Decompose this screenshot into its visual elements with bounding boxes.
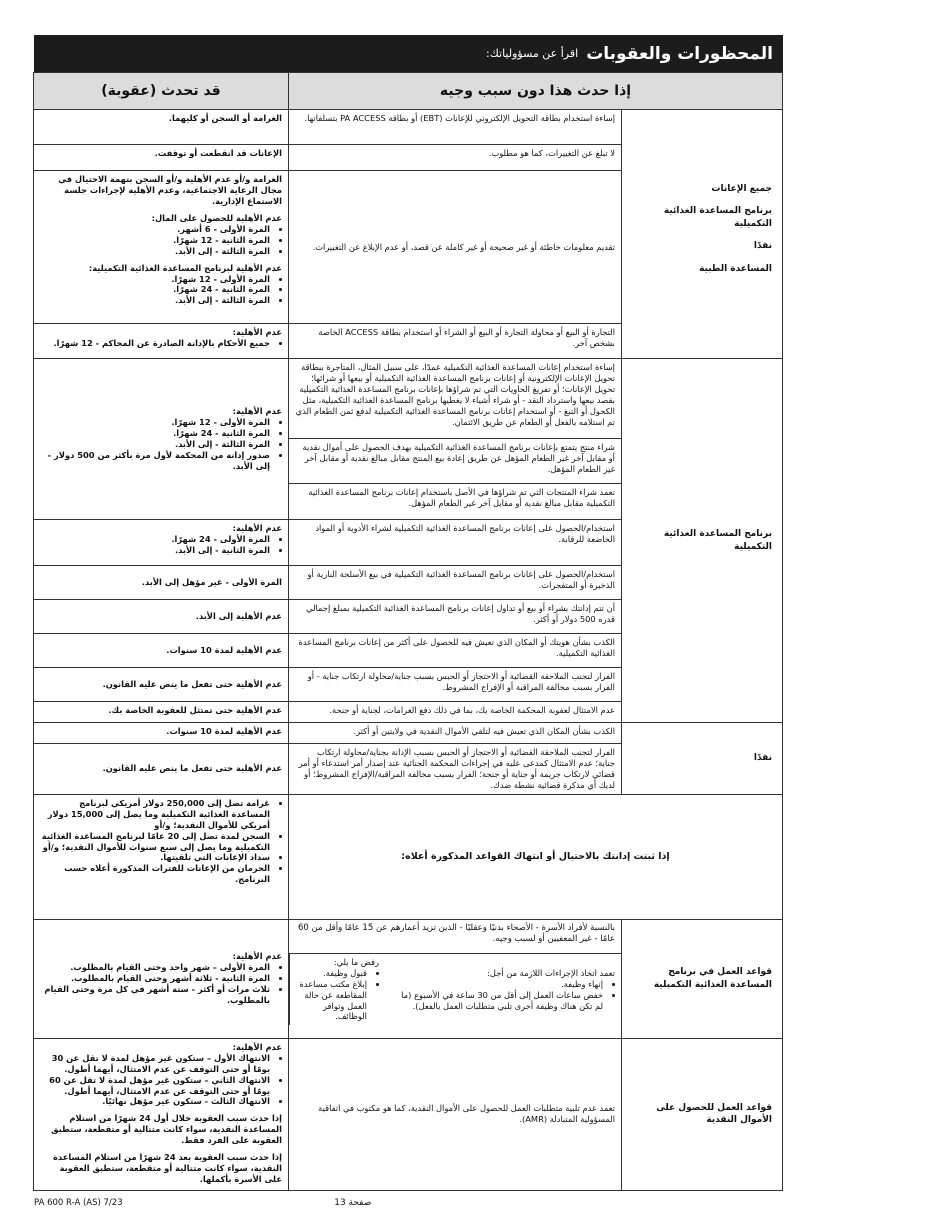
penalty-cell: عدم الأهلية: • المرة الأولى - 24 شهرًا. • المرة الثانية - إلى الأبد.	[33, 520, 288, 566]
condition-cell: عدم الامتثال لعقوبة المحكمة الخاصة بك، بما في ذلك دفع الغرامات، لجناية أو جنحة.	[288, 702, 621, 723]
table-row	[33, 794, 782, 919]
page-title: المحظورات والعقوبات	[586, 43, 773, 64]
condition-cell: استخدام/الحصول على إعانات برنامج المساعدة الغذائية التكميلية في بيع الأسلحة النارية أو الذخيرة أو المتفجرات.	[288, 566, 621, 600]
snap-work-condition	[288, 919, 621, 1038]
penalties-table	[33, 72, 783, 1191]
fraud-conviction-cell: إذا ثبتت إدانتك بالاحتيال أو انتهاك القواعد المذكورة أعلاه:	[288, 794, 782, 919]
table-row	[33, 723, 782, 744]
penalty-cell: عدم الأهلية حتى تمتثل للعقوبة الخاصة بك.	[33, 702, 288, 723]
penalty-cell: عدم الأهلية: • جميع الأحكام بالإدانة الصادرة عن المحاكم - 12 شهرًا.	[33, 324, 288, 359]
penalty-cell: الغرامة و/أو عدم الأهلية و/أو السجن بتهمة الاحتيال في مجال الرعاية الاجتماعية، وعدم الأهلية لإجراءات جلسة الاستماع الإدارية. عدم الأهلية للحصول على المال: • المرة الأولى - 6 أشهر. • المرة الثانية - 12 شهرًا. • المرة الثالثة - إلى الأبد. عدم الأهلية لبرنامج المساعدة الغذائية التكميلية: • المرة الأولى - 12 شهرًا. • المرة الثانية - 24 شهرًا. • المرة الثالثة - إلى الأبد.	[33, 171, 288, 324]
penalty-cell: عدم الأهلية لمدة 10 سنوات.	[33, 723, 288, 744]
penalty-cell: الغرامة أو السجن أو كليهما.	[33, 110, 288, 145]
table-row	[33, 1038, 782, 1190]
form-number: PA 600 R-A (AS) 7/23	[34, 1198, 123, 1208]
condition-cell: الفرار لتجنب الملاحقة القضائية أو الاحتجاز أو الحبس بسبب الإدانة بجناية/محاولة ارتكاب جناية؛ عدم الامتثال كمدعى عليه في إجراءات المحكمة الجنائية عند إصدار أمر استدعاء أو أمر قضائي لارتكاب جريمة أو جناية أو جنحة؛ الفرار بسبب مخالفة المراقبة/الإفراج المشروط؛ أو لديك أي مذكرة قضائية نشطة ضدك.	[288, 744, 621, 795]
snap-work-intro: بالنسبة لأفراد الأسرة - الأصحاء بدنيًا وعقليًا - الذين تزيد أعمارهم عن 15 عامًا وأقل من 60 عامًا - غير المعفيين أو لسبب وجيه.	[289, 920, 621, 954]
page-subtitle: اقرأ عن مسؤولياتك:	[486, 47, 579, 60]
condition-cell: التجارة أو البيع أو محاولة التجارة أو البيع أو الشراء أو استخدام بطاقة ACCESS الخاصة بشخص آخر.	[288, 324, 621, 359]
snap-work-actions: تعمد اتخاذ الإجراءات اللازمة من أجل: • إنهاء وظيفة. • خفض ساعات العمل إلى أقل من 30 ساعة في الأسبوع (ما لم تكن هناك وظيفة أخرى تلبي متطلبات العمل بالفعل).	[385, 954, 621, 1026]
page-footer	[34, 1193, 783, 1213]
title-bar	[34, 35, 783, 72]
category-snap: برنامج المساعدة الغذائية التكميلية	[622, 359, 783, 723]
condition-cell: الكذب بشأن هويتك أو المكان الذي تعيش فيه للحصول على أكثر من إعانات برنامج المساعدة الغذائية التكميلية.	[288, 634, 621, 668]
condition-cell: استخدام/الحصول على إعانات برنامج المساعدة الغذائية التكميلية لشراء الأدوية أو المواد الخاضعة للرقابة.	[288, 520, 621, 566]
category-cash-work-rules: قواعد العمل للحصول على الأموال النقدية	[622, 1038, 783, 1190]
column-header-penalty: قد تحدث (عقوبة)	[33, 73, 288, 110]
category-snap-work-rules: قواعد العمل في برنامج المساعدة الغذائية التكميلية	[622, 919, 783, 1038]
condition-cell: الكذب بشأن المكان الذي تعيش فيه لتلقي الأموال النقدية في ولايتين أو أكثر.	[288, 723, 621, 744]
condition-cell: الفرار لتجنب الملاحقة القضائية أو الاحتجاز أو الحبس بسبب جناية/محاولة ارتكاب جناية - أو الفرار بسبب مخالفة المراقبة أو الإفراج المشروط.	[288, 668, 621, 702]
penalty-cell: عدم الأهلية إلى الأبد.	[33, 600, 288, 634]
condition-cell: إساءة استخدام بطاقة التحويل الإلكتروني للإعانات (EBT) أو بطاقة PA ACCESS بتسلفاتها.	[288, 110, 621, 145]
condition-cell: إساءة استخدام إعانات المساعدة الغذائية التكميلية عمدًا، على سبيل المثال، المتاجرة ببطاقة تحويل الإعانات الإلكترونية أو إعانات برنامج المساعدة الغذائية التكميلية أو بيعها أو شرائها؛ تحويل الإعانات؛ أو تفريغ الحاويات التي تم شراؤها بإعانات برنامج المساعدة الغذائية التكميلية بقصد بيعها واسترداد النقد - أو شراء أشياء لا يغطيها برنامج المساعدة الغذائية التكميلية، مثل الكحول أو التبغ - أو استخدام إعانات برنامج المساعدة الغذائية التكميلية لدفع ثمن الطعام الذي تم استلامه بالفعل أو الطعام عن طريق الائتمان.	[288, 359, 621, 439]
condition-cell: تعمد شراء المنتجات التي تم شراؤها في الأصل باستخدام إعانات برنامج المساعدة الغذائية التكميلية مقابل مبالغ نقدية أو مقابل آخر غير الطعام المؤهل.	[288, 484, 621, 520]
penalty-cell: عدم الأهلية حتى تفعل ما ينص عليه القانون.	[33, 744, 288, 795]
column-header-condition: إذا حدث هذا دون سبب وجيه	[288, 73, 782, 110]
condition-cell: تعمد عدم تلبية متطلبات العمل للحصول على الأموال النقدية، كما هو مكتوب في اتفاقية المسؤولية المتبادلة (AMR).	[288, 1038, 621, 1190]
penalty-cell: عدم الأهلية لمدة 10 سنوات.	[33, 634, 288, 668]
penalties-page	[34, 35, 783, 1191]
condition-cell: شراء منتج يتمتع بإعانات برنامج المساعدة الغذائية التكميلية بهدف الحصول على أموال نقدية أو مقابل آخر غير الطعام المؤهل عن طريق إعادة بيع المنتج مقابل مبالغ نقدية أو مقابل آخر غير الطعام المؤهل.	[288, 439, 621, 484]
penalty-cell: المرة الأولى - غير مؤهل إلى الأبد.	[33, 566, 288, 600]
penalty-cell: عدم الأهلية: • الانتهاك الأول – ستكون غير مؤهل لمدة لا تقل عن 30 يومًا أو حتى التوقف عن عدم الامتثال، أيهما أطول. • الانتهاك الثاني – ستكون غير مؤهل لمدة لا تقل عن 60 يومًا أو حتى التوقف عن عدم الامتثال، أيهما أطول. • الانتهاك الثالث - ستكون غير مؤهل نهائيًا. إذا حدث سبب العقوبة خلال أول 24 شهرًا من استلام المساعدة النقدية، سواء كانت متتالية أو متقطعة، ستطبق العقوبة على الفرد فقط. إذا حدث سبب العقوبة بعد 24 شهرًا من استلام المساعدة النقدية، سواء كانت متتالية أو متقطعة، ستطبق العقوبة على الأسرة بأكملها.	[33, 1038, 288, 1190]
penalty-cell: • غرامة تصل إلى 250,000 دولار أمريكي لبرنامج المساعدة الغذائية التكميلية وما يصل إلى 15,000 دولار أمريكي للأموال النقدية؛ و/أو • السجن لمدة تصل إلى 20 عامًا لبرنامج المساعدة الغذائية التكميلية وما يصل إلى سبع سنوات للأموال النقدية؛ و/أو • سداد الإعانات التي تلقيتها. • الحرمان من الإعانات للفترات المذكورة أعلاه حسب البرنامج.	[33, 794, 288, 919]
category-all-benefits: جميع الإعانات برنامج المساعدة الغذائية التكميلية نقدًا المساعدة الطبية	[622, 110, 783, 359]
penalty-cell: عدم الأهلية: • المرة الأولى – شهر واحد وحتى القيام بالمطلوب. • المرة الثانية - ثلاثة أشهر وحتى القيام بالمطلوب. • ثلاث مرات أو أكثر - ستة أشهر في كل مرة وحتى القيام بالمطلوب.	[33, 919, 288, 1038]
table-header-row	[33, 73, 782, 110]
table-row	[33, 919, 782, 1038]
penalty-cell: عدم الأهلية حتى تفعل ما ينص عليه القانون.	[33, 668, 288, 702]
table-row	[33, 110, 782, 145]
condition-cell: لا تبلغ عن التغييرات، كما هو مطلوب.	[288, 145, 621, 171]
category-cash: نقدًا	[622, 723, 783, 795]
condition-cell: أن تتم إدانتك بشراء أو بيع أو تداول إعانات برنامج المساعدة الغذائية التكميلية بمبلغ إجمالي قدره 500 دولار أو أكثر.	[288, 600, 621, 634]
snap-work-refusals: رفض ما يلي: • قبول وظيفة. • إبلاغ مكتب مساعدة المقاطعة عن حالة العمل وتوافر الوظائف.	[289, 954, 385, 1026]
snap-work-split	[289, 954, 622, 1026]
condition-cell: تقديم معلومات خاطئة أو غير صحيحة أو غير كاملة عن قصد، أو عدم الإبلاغ عن التغييرات.	[288, 171, 621, 324]
page-number: صفحة 13	[334, 1198, 372, 1208]
penalty-cell: عدم الأهلية: • المرة الأولى - 12 شهرًا. • المرة الثانية - 24 شهرًا. • المرة الثالثة - إلى الأبد. • صدور إدانة من المحكمة لأول مرة بأكثر من 500 دولار - إلى الأبد.	[33, 359, 288, 520]
table-row	[33, 359, 782, 439]
penalty-cell: الإعانات قد انقطعت أو توقفت.	[33, 145, 288, 171]
